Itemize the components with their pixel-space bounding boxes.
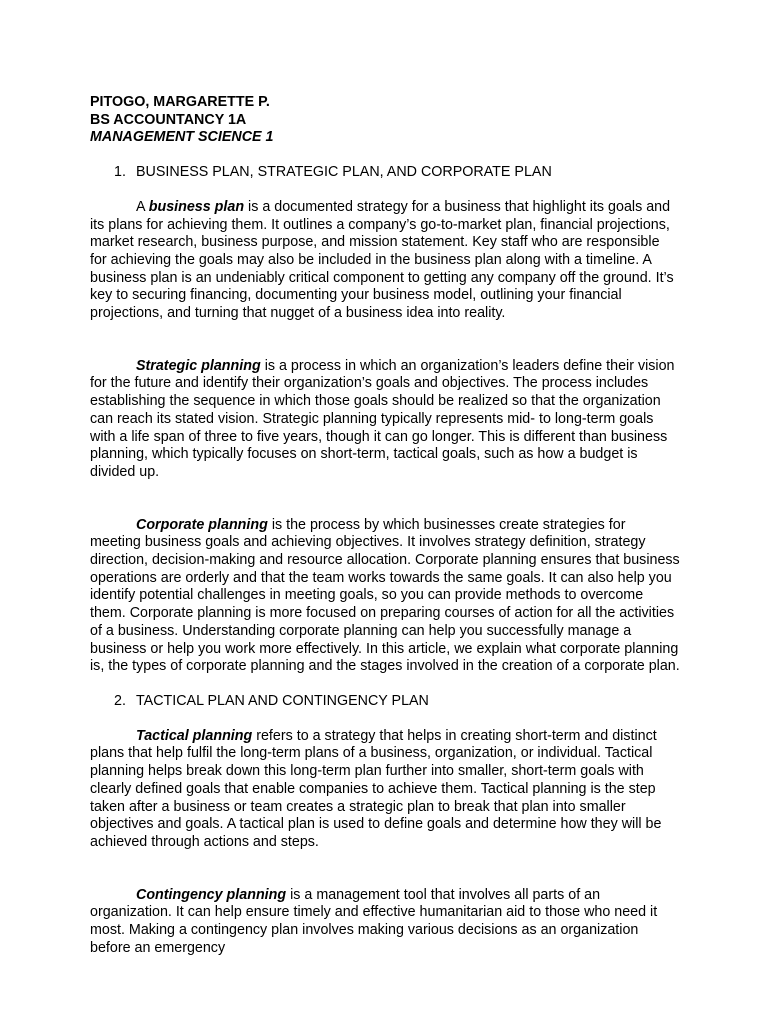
term-contingency-planning: Contingency planning: [136, 886, 287, 903]
paragraph-body: is a process in which an organization’s leaders define their vision for the future and identify their organization’s goals and objectives. The process includes establishing the sequence in which those goals should be realized so that the organization can reach its stated vision. Strategic planning typically represents mid- to long-term goals with a life span of three to five years, though it can go longer. This is different than business planning, which typically focuses on short-term, tactical goals, such as how a budget is divided up.: [90, 357, 675, 480]
paragraph-business-plan: [90, 199, 680, 323]
term-strategic-planning: Strategic planning: [136, 357, 261, 374]
paragraph-body: is a documented strategy for a business that highlight its goals and its plans for achieving them. It outlines a company’s go-to-market plan, financial projections, market research, business purpose, and mission statement. Key staff who are responsible for achieving the goals may also be included in the business plan along with a timeline. A business plan is an undeniably critical component to getting any company off the ground. It’s key to securing financing, documenting your business model, outlining your financial projections, and turning that nugget of a business idea into reality.: [90, 198, 674, 322]
student-name: PITOGO, MARGARETTE P.: [90, 94, 270, 110]
section-heading-2: [90, 693, 680, 711]
section-number: 2.: [114, 692, 126, 709]
term-tactical-planning: Tactical planning: [136, 727, 253, 744]
student-program: BS ACCOUNTANCY 1A: [90, 111, 247, 128]
term-corporate-planning: Corporate planning: [136, 516, 268, 533]
document-page: [90, 94, 680, 957]
section-number: 1.: [114, 164, 126, 181]
section-title: BUSINESS PLAN, STRATEGIC PLAN, AND CORPORATE PLAN: [136, 164, 552, 181]
term-business-plan: business plan: [148, 198, 245, 215]
paragraph-strategic-planning: [90, 358, 680, 482]
paragraph-body: refers to a strategy that helps in creating short-term and distinct plans that help fulfil the long-term plans of a business, organization, or individual. Tactical planning helps break down this long-term plan further into smaller, short-term goals with clearly defined goals that enable companies to achieve them. Tactical planning is the step taken after a business or team creates a strategic plan to break that plan into smaller objectives and goals. A tactical plan is used to define goals and determine how they will be achieved through actions and steps.: [90, 727, 662, 850]
paragraph-body: is the process by which businesses create strategies for meeting business goals and achieving objectives. It involves strategy definition, strategy direction, decision-making and resource allocation. Corporate planning ensures that business operations are orderly and that the team works towards the same goals. It can also help you identify potential challenges in meeting goals, so you can provide methods to overcome them. Corporate planning is more focused on preparing courses of action for all the activities of a business. Understanding corporate planning can help you successfully manage a business or help you work more effectively. In this article, we explain what corporate planning is, the types of corporate planning and the stages involved in the creation of a corporate plan.: [90, 516, 680, 675]
paragraph-tactical-planning: [90, 728, 680, 852]
paragraph-corporate-planning: [90, 517, 680, 676]
paragraph-body: is a management tool that involves all parts of an organization. It can help ensure timely and effective humanitarian aid to those who need it most. Making a contingency plan involves making various decisions as an organization before an emergency: [90, 886, 658, 956]
section-heading-1: [90, 164, 680, 182]
paragraph-contingency-planning: [90, 887, 680, 958]
section-title: TACTICAL PLAN AND CONTINGENCY PLAN: [136, 692, 429, 709]
paragraph-lead: A: [136, 198, 149, 215]
subject-title: MANAGEMENT SCIENCE 1: [90, 129, 274, 146]
